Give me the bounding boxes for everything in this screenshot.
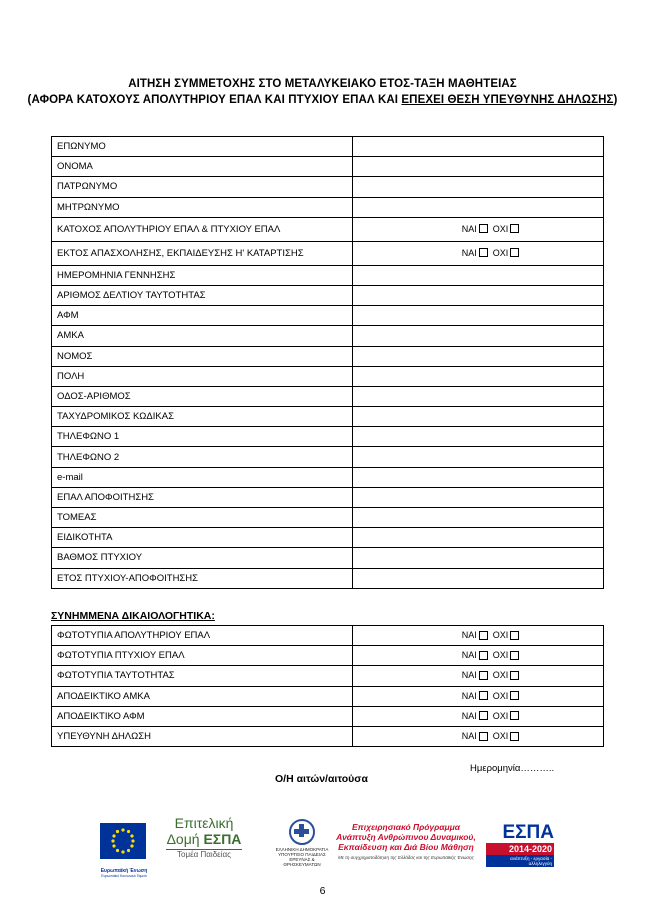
form-row xyxy=(52,386,604,406)
epitelikh-domh-logo xyxy=(156,815,252,871)
yes-label: ΝΑΙ xyxy=(461,710,477,721)
form-row xyxy=(52,646,604,666)
form-row xyxy=(52,241,604,265)
field-value[interactable] xyxy=(353,548,604,568)
field-value[interactable] xyxy=(353,285,604,305)
field-label: ΕΚΤΟΣ ΑΠΑΣΧΟΛΗΣΗΣ, ΕΚΠΑΙΔΕΥΣΗΣ Η' ΚΑΤΑΡΤΙΣΗΣ xyxy=(52,241,353,265)
ministry-caption: ΕΛΛΗΝΙΚΗ ΔΗΜΟΚΡΑΤΙΑ ΥΠΟΥΡΓΕΙΟ ΠΑΙΔΕΙΑΣ ΕΡΕΥΝΑΣ & ΘΡΗΣΚΕΥΜΑΤΩΝ xyxy=(275,847,329,867)
field-label: ΦΩΤΟΤΥΠΙΑ ΠΤΥΧΙΟΥ ΕΠΑΛ xyxy=(52,646,353,666)
field-yes-no xyxy=(462,731,523,741)
form-row xyxy=(52,407,604,427)
form-row xyxy=(52,265,604,285)
no-label: ΟΧΙ xyxy=(492,650,509,661)
ep-line2: Δομή ΕΣΠΑ xyxy=(166,831,242,847)
signature-label: Ο/Η αιτών/αιτούσα xyxy=(275,773,368,785)
field-value[interactable] xyxy=(353,467,604,487)
field-label: ΑΡΙΘΜΟΣ ΔΕΛΤΙΟΥ ΤΑΥΤΟΤΗΤΑΣ xyxy=(52,285,353,305)
field-value[interactable] xyxy=(353,447,604,467)
ep-line1: Επιτελική xyxy=(174,815,234,831)
field-yes-no xyxy=(462,248,523,258)
field-label: ΦΩΤΟΤΥΠΙΑ ΤΑΥΤΟΤΗΤΑΣ xyxy=(52,666,353,686)
field-label: ΟΝΟΜΑ xyxy=(52,157,353,177)
form-row xyxy=(52,487,604,507)
field-value[interactable] xyxy=(353,157,604,177)
no-label: ΟΧΙ xyxy=(492,710,509,721)
form-row xyxy=(52,197,604,217)
no-checkbox[interactable] xyxy=(510,671,519,680)
field-value[interactable] xyxy=(353,346,604,366)
espa-years: 2014-2020 xyxy=(486,843,554,855)
op-sub: Με τη συγχρηματοδότηση της Ελλάδας και της Ευρωπαϊκής Ένωσης xyxy=(338,855,474,860)
form-row xyxy=(52,706,604,726)
no-checkbox[interactable] xyxy=(510,224,519,233)
no-label: ΟΧΙ xyxy=(492,731,509,742)
yes-checkbox[interactable] xyxy=(479,651,488,660)
form-row xyxy=(52,548,604,568)
applicant-form-table xyxy=(51,136,604,589)
field-value[interactable] xyxy=(353,528,604,548)
field-value[interactable] xyxy=(353,646,604,666)
field-label: ΕΠΑΛ ΑΠΟΦΟΙΤΗΣΗΣ xyxy=(52,487,353,507)
ep-line3: Τομέα Παιδείας xyxy=(166,849,242,859)
field-label: ΝΟΜΟΣ xyxy=(52,346,353,366)
attachments-title: ΣΥΝΗΜΜΕΝΑ ΔΙΚΑΙΟΛΟΓΗΤΙΚΑ: xyxy=(51,610,215,622)
field-yes-no xyxy=(462,630,523,640)
funding-logos xyxy=(100,815,560,878)
form-row xyxy=(52,306,604,326)
greek-ministry-logo xyxy=(272,819,332,869)
eu-flag-logo xyxy=(100,823,148,878)
field-value[interactable] xyxy=(353,306,604,326)
field-yes-no xyxy=(462,650,523,660)
field-value[interactable] xyxy=(353,386,604,406)
form-row xyxy=(52,447,604,467)
yes-label: ΝΑΙ xyxy=(461,650,477,661)
yes-checkbox[interactable] xyxy=(479,691,488,700)
op-line1: Επιχειρησιακό Πρόγραμμα xyxy=(351,822,461,832)
page-number: 6 xyxy=(319,885,326,897)
no-checkbox[interactable] xyxy=(510,631,519,640)
field-value[interactable] xyxy=(353,137,604,157)
field-label: ΑΠΟΔΕΙΚΤΙΚΟ ΑΜΚΑ xyxy=(52,686,353,706)
field-value[interactable] xyxy=(353,366,604,386)
field-value[interactable] xyxy=(353,177,604,197)
form-row xyxy=(52,666,604,686)
field-label: ΕΠΩΝΥΜΟ xyxy=(52,137,353,157)
yes-label: ΝΑΙ xyxy=(461,731,477,742)
subtitle-prefix: (ΑΦΟΡΑ ΚΑΤΟΧΟΥΣ ΑΠΟΛΥΤΗΡΙΟΥ ΕΠΑΛ ΚΑΙ ΠΤΥΧΙΟΥ ΕΠΑΛ ΚΑΙ xyxy=(27,94,402,106)
field-value[interactable] xyxy=(353,706,604,726)
field-label: ΤΑΧΥΔΡΟΜΙΚΟΣ ΚΩΔΙΚΑΣ xyxy=(52,407,353,427)
yes-checkbox[interactable] xyxy=(479,732,488,741)
form-row xyxy=(52,285,604,305)
no-label: ΟΧΙ xyxy=(492,670,509,681)
yes-checkbox[interactable] xyxy=(479,711,488,720)
field-value[interactable] xyxy=(353,197,604,217)
field-label: ΟΔΟΣ-ΑΡΙΘΜΟΣ xyxy=(52,386,353,406)
no-label: ΟΧΙ xyxy=(492,247,509,258)
field-value[interactable] xyxy=(353,508,604,528)
form-row xyxy=(52,626,604,646)
field-value[interactable] xyxy=(353,686,604,706)
field-label: ΥΠΕΥΘΥΝΗ ΔΗΛΩΣΗ xyxy=(52,726,353,746)
field-label: ΑΠΟΔΕΙΚΤΙΚΟ ΑΦΜ xyxy=(52,706,353,726)
field-value[interactable] xyxy=(353,626,604,646)
field-yes-no xyxy=(462,670,523,680)
espa-sub: ανάπτυξη - εργασία - αλληλεγγύη xyxy=(486,855,554,867)
form-row xyxy=(52,217,604,241)
field-yes-no xyxy=(462,224,523,234)
field-label: ΒΑΘΜΟΣ ΠΤΥΧΙΟΥ xyxy=(52,548,353,568)
field-value[interactable] xyxy=(353,241,604,265)
no-checkbox[interactable] xyxy=(510,711,519,720)
operational-program-logo xyxy=(326,822,486,860)
form-row xyxy=(52,427,604,447)
espa-word: ΕΣΠΑ xyxy=(502,822,554,843)
form-row xyxy=(52,568,604,588)
yes-label: ΝΑΙ xyxy=(461,670,477,681)
form-row xyxy=(52,366,604,386)
field-value[interactable] xyxy=(353,427,604,447)
subtitle-underlined: ΕΠΕΧΕΙ ΘΕΣΗ ΥΠΕΥΘΥΝΗΣ ΔΗΛΩΣΗΣ xyxy=(401,94,614,106)
eu-caption: Ευρωπαϊκή Ένωση Ευρωπαϊκό Κοινωνικό Ταμείο xyxy=(100,868,148,878)
field-yes-no xyxy=(462,711,523,721)
yes-label: ΝΑΙ xyxy=(461,247,477,258)
no-label: ΟΧΙ xyxy=(492,630,509,641)
field-label: ΠΟΛΗ xyxy=(52,366,353,386)
field-value[interactable] xyxy=(353,487,604,507)
op-line2: Ανάπτυξη Ανθρώπινου Δυναμικού, xyxy=(336,832,476,842)
field-label: ΕΤΟΣ ΠΤΥΧΙΟΥ-ΑΠΟΦΟΙΤΗΣΗΣ xyxy=(52,568,353,588)
form-row xyxy=(52,508,604,528)
yes-label: ΝΑΙ xyxy=(461,223,477,234)
form-title: ΑΙΤΗΣΗ ΣΥΜΜΕΤΟΧΗΣ ΣΤΟ ΜΕΤΑΛΥΚΕΙΑΚΟ ΕΤΟΣ-ΤΑΞΗ ΜΑΘΗΤΕΙΑΣ xyxy=(128,78,517,90)
field-value[interactable] xyxy=(353,568,604,588)
form-row xyxy=(52,686,604,706)
no-checkbox[interactable] xyxy=(510,248,519,257)
field-value[interactable] xyxy=(353,666,604,686)
form-subtitle xyxy=(0,94,645,106)
field-label: ΤΗΛΕΦΩΝΟ 2 xyxy=(52,447,353,467)
subtitle-suffix: ) xyxy=(613,94,618,106)
field-yes-no xyxy=(462,691,523,701)
form-row xyxy=(52,177,604,197)
form-row xyxy=(52,528,604,548)
field-label: ΤΟΜΕΑΣ xyxy=(52,508,353,528)
yes-checkbox[interactable] xyxy=(479,671,488,680)
form-row xyxy=(52,137,604,157)
field-label: ΤΗΛΕΦΩΝΟ 1 xyxy=(52,427,353,447)
field-label: ΗΜΕΡΟΜΗΝΙΑ ΓΕΝΝΗΣΗΣ xyxy=(52,265,353,285)
field-value[interactable] xyxy=(353,326,604,346)
form-row xyxy=(52,326,604,346)
no-checkbox[interactable] xyxy=(510,691,519,700)
no-checkbox[interactable] xyxy=(510,651,519,660)
attachments-table xyxy=(51,625,604,747)
field-label: e-mail xyxy=(52,467,353,487)
espa-logo xyxy=(486,823,554,865)
field-value[interactable] xyxy=(353,407,604,427)
yes-checkbox[interactable] xyxy=(479,631,488,640)
op-line3: Εκπαίδευση και Διά Βίου Μάθηση xyxy=(338,842,474,852)
field-label: ΜΗΤΡΩΝΥΜΟ xyxy=(52,197,353,217)
form-row xyxy=(52,726,604,746)
field-value[interactable] xyxy=(353,726,604,746)
no-label: ΟΧΙ xyxy=(492,690,509,701)
field-label: ΕΙΔΙΚΟΤΗΤΑ xyxy=(52,528,353,548)
form-row xyxy=(52,157,604,177)
yes-label: ΝΑΙ xyxy=(461,690,477,701)
yes-label: ΝΑΙ xyxy=(461,630,477,641)
field-value[interactable] xyxy=(353,265,604,285)
date-label: Ημερομηνία……….. xyxy=(470,763,555,774)
form-row xyxy=(52,467,604,487)
field-label: ΦΩΤΟΤΥΠΙΑ ΑΠΟΛΥΤΗΡΙΟΥ ΕΠΑΛ xyxy=(52,626,353,646)
yes-checkbox[interactable] xyxy=(479,248,488,257)
field-label: ΠΑΤΡΩΝΥΜΟ xyxy=(52,177,353,197)
yes-checkbox[interactable] xyxy=(479,224,488,233)
no-label: ΟΧΙ xyxy=(492,223,509,234)
no-checkbox[interactable] xyxy=(510,732,519,741)
field-label: ΑΦΜ xyxy=(52,306,353,326)
greek-seal-icon xyxy=(289,819,315,845)
field-value[interactable] xyxy=(353,217,604,241)
field-label: ΑΜΚΑ xyxy=(52,326,353,346)
form-row xyxy=(52,346,604,366)
field-label: ΚΑΤΟΧΟΣ ΑΠΟΛΥΤΗΡΙΟΥ ΕΠΑΛ & ΠΤΥΧΙΟΥ ΕΠΑΛ xyxy=(52,217,353,241)
